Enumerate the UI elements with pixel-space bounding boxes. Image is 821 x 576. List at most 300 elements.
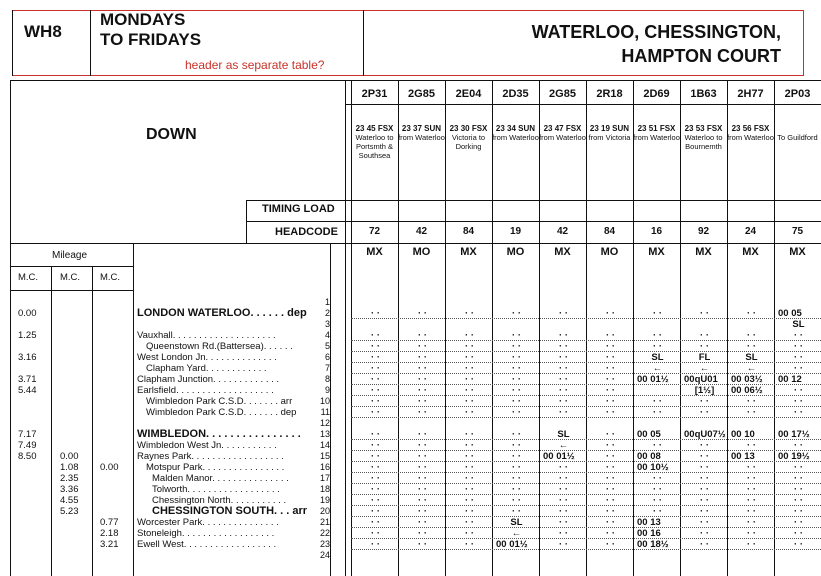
time-cell: · · bbox=[465, 462, 474, 473]
line-number: 10 bbox=[319, 396, 330, 406]
time-cell: SL bbox=[792, 319, 805, 330]
time-cell: 00 01½ bbox=[637, 374, 669, 385]
time-cell: · · bbox=[371, 495, 380, 506]
line-number: 1 bbox=[324, 297, 330, 307]
divider bbox=[774, 80, 775, 576]
time-cell: · · bbox=[606, 462, 615, 473]
service-description bbox=[492, 124, 539, 142]
service-description bbox=[539, 124, 586, 142]
time-cell: · · bbox=[559, 341, 568, 352]
time-cell: · · bbox=[794, 517, 803, 528]
rule bbox=[246, 221, 821, 222]
time-cell: · · bbox=[606, 440, 615, 451]
direction-label: DOWN bbox=[146, 126, 197, 143]
service-code: 2H77 bbox=[737, 88, 764, 100]
mileage-value: 8.50 bbox=[18, 451, 37, 462]
time-cell: · · bbox=[559, 385, 568, 396]
time-cell: · · bbox=[512, 374, 521, 385]
time-cell: · · bbox=[653, 484, 662, 495]
time-cell: · · bbox=[465, 517, 474, 528]
time-cell: · · bbox=[512, 429, 521, 440]
service-start-time: 23 45 FSX bbox=[355, 124, 394, 133]
time-cell: · · bbox=[653, 330, 662, 341]
station-name: Wimbledon Park C.S.D. . . . . . . dep bbox=[146, 407, 297, 418]
time-cell: · · bbox=[606, 506, 615, 517]
service-description bbox=[445, 124, 492, 151]
time-cell: · · bbox=[559, 517, 568, 528]
time-cell: · · bbox=[465, 330, 474, 341]
time-cell: 00 12 bbox=[778, 374, 802, 385]
service-code: 2D69 bbox=[643, 88, 670, 100]
time-cell: · · bbox=[700, 308, 709, 319]
time-cell: 00 01½ bbox=[496, 539, 528, 550]
time-cell: · · bbox=[371, 484, 380, 495]
time-cell: · · bbox=[371, 374, 380, 385]
mileage-value: 7.17 bbox=[18, 429, 37, 440]
time-cell: · · bbox=[559, 473, 568, 484]
service-description bbox=[774, 124, 821, 142]
time-cell: · · bbox=[559, 363, 568, 374]
headcode-value: 75 bbox=[791, 226, 804, 237]
time-cell: · · bbox=[559, 352, 568, 363]
mileage-value: 3.16 bbox=[18, 352, 37, 363]
time-cell: · · bbox=[700, 396, 709, 407]
station-name: Motspur Park. . . . . . . . . . . . . . . . bbox=[146, 462, 285, 473]
time-cell: · · bbox=[747, 462, 756, 473]
time-cell: · · bbox=[747, 539, 756, 550]
time-cell: · · bbox=[794, 506, 803, 517]
mileage-value: 3.36 bbox=[60, 484, 79, 495]
time-cell: · · bbox=[653, 308, 662, 319]
station-name: Vauxhall. . . . . . . . . . . . . . . . . . . . bbox=[137, 330, 276, 341]
row-dotted-rule bbox=[351, 318, 821, 319]
time-cell: · · bbox=[418, 396, 427, 407]
service-route: from Waterloo bbox=[398, 133, 445, 142]
time-cell: · · bbox=[465, 528, 474, 539]
service-route: Waterloo to Portsmth & Southsea bbox=[355, 133, 394, 160]
time-cell: · · bbox=[371, 330, 380, 341]
time-cell: · · bbox=[371, 539, 380, 550]
time-cell: ← bbox=[746, 363, 757, 374]
time-cell: · · bbox=[606, 352, 615, 363]
time-cell: · · bbox=[418, 341, 427, 352]
line-number: 7 bbox=[324, 363, 330, 373]
time-cell: · · bbox=[512, 352, 521, 363]
time-cell: · · bbox=[606, 385, 615, 396]
time-cell: · · bbox=[465, 539, 474, 550]
time-cell: · · bbox=[371, 462, 380, 473]
service-description bbox=[633, 124, 680, 142]
time-cell: · · bbox=[653, 440, 662, 451]
rule bbox=[345, 104, 821, 105]
time-cell: · · bbox=[418, 440, 427, 451]
time-cell: · · bbox=[606, 308, 615, 319]
time-cell: · · bbox=[465, 363, 474, 374]
time-cell: · · bbox=[700, 528, 709, 539]
time-cell: · · bbox=[794, 341, 803, 352]
mileage-value: 1.25 bbox=[18, 330, 37, 341]
divider bbox=[51, 266, 52, 576]
row-dotted-rule bbox=[351, 417, 821, 418]
time-cell: 00 13 bbox=[637, 517, 661, 528]
line-number: 14 bbox=[319, 440, 330, 450]
time-cell: · · bbox=[700, 539, 709, 550]
time-cell: · · bbox=[747, 407, 756, 418]
line-number: 17 bbox=[319, 473, 330, 483]
time-cell: · · bbox=[559, 539, 568, 550]
time-cell: · · bbox=[606, 396, 615, 407]
time-cell: 00 05 bbox=[637, 429, 661, 440]
time-cell: · · bbox=[371, 363, 380, 374]
divider bbox=[445, 80, 446, 576]
station-name: Stoneleigh. . . . . . . . . . . . . . . . . . bbox=[137, 528, 275, 539]
line-number: 5 bbox=[324, 341, 330, 351]
time-cell: · · bbox=[559, 407, 568, 418]
time-cell: · · bbox=[794, 407, 803, 418]
mileage-value: 0.00 bbox=[60, 451, 79, 462]
time-cell: · · bbox=[606, 495, 615, 506]
time-cell: · · bbox=[559, 330, 568, 341]
time-cell: · · bbox=[700, 484, 709, 495]
time-cell: · · bbox=[465, 495, 474, 506]
time-cell: · · bbox=[418, 495, 427, 506]
station-name: Chessington North. . . . . . . . . . . bbox=[152, 495, 287, 506]
time-cell: · · bbox=[653, 407, 662, 418]
time-cell: · · bbox=[418, 484, 427, 495]
time-cell: 00 05 bbox=[778, 308, 802, 319]
time-cell: SL bbox=[510, 517, 523, 528]
time-cell: · · bbox=[559, 396, 568, 407]
service-route: from Waterloo bbox=[539, 133, 586, 142]
service-start-time: 23 47 FSX bbox=[543, 124, 582, 133]
time-cell: · · bbox=[465, 451, 474, 462]
time-cell: · · bbox=[465, 506, 474, 517]
time-cell: ← bbox=[652, 363, 663, 374]
days-flag: MX bbox=[789, 246, 806, 258]
time-cell: · · bbox=[747, 484, 756, 495]
timing-load-label: TIMING LOAD bbox=[262, 203, 335, 215]
station-name: Wimbledon West Jn. . . . . . . . . . . bbox=[137, 440, 277, 451]
station-name: West London Jn. . . . . . . . . . . . . . bbox=[137, 352, 277, 363]
time-cell: · · bbox=[747, 341, 756, 352]
time-cell: [1½] bbox=[694, 385, 715, 396]
row-dotted-rule bbox=[351, 549, 821, 550]
time-cell: SL bbox=[557, 429, 570, 440]
time-cell: · · bbox=[794, 440, 803, 451]
time-cell: 00 10 bbox=[731, 429, 755, 440]
time-cell: · · bbox=[653, 506, 662, 517]
line-number: 24 bbox=[319, 550, 330, 560]
time-cell: · · bbox=[465, 484, 474, 495]
mileage-title: Mileage bbox=[52, 250, 88, 261]
time-cell: · · bbox=[559, 506, 568, 517]
service-code: 2E04 bbox=[455, 88, 482, 100]
time-cell: · · bbox=[747, 528, 756, 539]
time-cell: · · bbox=[371, 341, 380, 352]
line-number: 11 bbox=[320, 407, 330, 417]
time-cell: · · bbox=[512, 506, 521, 517]
station-name: Queenstown Rd.(Battersea). . . . . . bbox=[146, 341, 293, 352]
line-number: 22 bbox=[319, 528, 330, 538]
time-cell: · · bbox=[512, 396, 521, 407]
time-cell: 00 16 bbox=[637, 528, 661, 539]
time-cell: · · bbox=[700, 506, 709, 517]
time-cell: 00qU07½ bbox=[684, 429, 726, 440]
time-cell: · · bbox=[606, 539, 615, 550]
time-cell: · · bbox=[794, 528, 803, 539]
time-cell: · · bbox=[700, 473, 709, 484]
time-cell: · · bbox=[512, 440, 521, 451]
service-start-time: 23 34 SUN bbox=[495, 124, 536, 133]
mileage-value: 2.18 bbox=[100, 528, 119, 539]
time-cell: 00 19½ bbox=[778, 451, 810, 462]
time-cell: 00 10½ bbox=[637, 462, 669, 473]
station-name: Clapham Junction. . . . . . . . . . . . . bbox=[137, 374, 280, 385]
time-cell: · · bbox=[794, 484, 803, 495]
time-cell: · · bbox=[794, 352, 803, 363]
time-cell: ← bbox=[699, 363, 710, 374]
rule bbox=[246, 200, 821, 201]
time-cell: ← bbox=[558, 440, 569, 451]
time-cell: 00 17½ bbox=[778, 429, 810, 440]
headcode-value: 19 bbox=[509, 226, 522, 237]
time-cell: · · bbox=[747, 506, 756, 517]
time-cell: · · bbox=[606, 528, 615, 539]
headcode-value: 84 bbox=[603, 226, 616, 237]
time-cell: · · bbox=[371, 396, 380, 407]
headcode-value: 92 bbox=[697, 226, 710, 237]
line-number: 2 bbox=[324, 308, 330, 318]
mileage-col-2: M.C. bbox=[60, 272, 81, 283]
time-cell: · · bbox=[700, 330, 709, 341]
time-cell: · · bbox=[512, 385, 521, 396]
time-cell: · · bbox=[747, 495, 756, 506]
time-cell: · · bbox=[465, 341, 474, 352]
service-code: 2P31 bbox=[361, 88, 388, 100]
line-number: 20 bbox=[319, 506, 330, 516]
time-cell: · · bbox=[418, 539, 427, 550]
time-cell: · · bbox=[606, 517, 615, 528]
time-cell: · · bbox=[512, 473, 521, 484]
divider bbox=[363, 10, 364, 76]
time-cell: · · bbox=[559, 495, 568, 506]
time-cell: · · bbox=[794, 473, 803, 484]
divider bbox=[330, 243, 331, 576]
mileage-value: 0.00 bbox=[18, 308, 37, 319]
station-name: CHESSINGTON SOUTH. . . arr bbox=[152, 505, 308, 517]
time-cell: · · bbox=[371, 528, 380, 539]
headcode-label: HEADCODE bbox=[275, 226, 338, 238]
service-description bbox=[398, 124, 445, 142]
mileage-value: 3.21 bbox=[100, 539, 119, 550]
line-number: 23 bbox=[319, 539, 330, 549]
service-code: 2P03 bbox=[784, 88, 811, 100]
mileage-value: 3.71 bbox=[18, 374, 37, 385]
time-cell: · · bbox=[606, 484, 615, 495]
route-line2: HAMPTON COURT bbox=[621, 46, 781, 66]
time-cell: · · bbox=[465, 407, 474, 418]
time-cell: · · bbox=[794, 539, 803, 550]
days-flag: MX bbox=[460, 246, 477, 258]
time-cell: 00qU01 bbox=[684, 374, 718, 385]
time-cell: · · bbox=[512, 341, 521, 352]
time-cell: ← bbox=[511, 528, 522, 539]
service-description bbox=[586, 124, 633, 142]
time-cell: · · bbox=[371, 385, 380, 396]
time-cell: FL bbox=[698, 352, 711, 363]
time-cell: · · bbox=[794, 385, 803, 396]
time-cell: · · bbox=[418, 374, 427, 385]
time-cell: · · bbox=[559, 528, 568, 539]
time-cell: · · bbox=[559, 484, 568, 495]
time-cell: · · bbox=[700, 451, 709, 462]
time-cell: · · bbox=[418, 517, 427, 528]
divider bbox=[398, 80, 399, 576]
time-cell: · · bbox=[747, 517, 756, 528]
station-name: Raynes Park. . . . . . . . . . . . . . . . . . bbox=[137, 451, 284, 462]
time-cell: · · bbox=[418, 462, 427, 473]
time-cell: · · bbox=[653, 495, 662, 506]
time-cell: · · bbox=[700, 440, 709, 451]
time-cell: · · bbox=[794, 495, 803, 506]
station-name: Earlsfield. . . . . . . . . . . . . . . . . . . bbox=[137, 385, 274, 396]
time-cell: 00 18½ bbox=[637, 539, 669, 550]
headcode-value: 42 bbox=[415, 226, 428, 237]
time-cell: · · bbox=[371, 308, 380, 319]
headcode-value: 24 bbox=[744, 226, 757, 237]
days-flag: MX bbox=[366, 246, 383, 258]
days-line1: MONDAYS bbox=[100, 10, 186, 29]
time-cell: · · bbox=[606, 451, 615, 462]
mileage-value: 5.23 bbox=[60, 506, 79, 517]
time-cell: · · bbox=[418, 352, 427, 363]
service-code: 2G85 bbox=[408, 88, 435, 100]
divider bbox=[586, 80, 587, 576]
mileage-value: 2.35 bbox=[60, 473, 79, 484]
time-cell: · · bbox=[747, 330, 756, 341]
mileage-value: 0.00 bbox=[100, 462, 119, 473]
time-cell: · · bbox=[747, 473, 756, 484]
time-cell: · · bbox=[465, 352, 474, 363]
time-cell: · · bbox=[747, 440, 756, 451]
service-route: from Waterloo bbox=[492, 133, 539, 142]
service-start-time: 23 51 FSX bbox=[637, 124, 676, 133]
station-name: Worcester Park. . . . . . . . . . . . . . . bbox=[137, 517, 279, 528]
mileage-value: 1.08 bbox=[60, 462, 79, 473]
line-number: 13 bbox=[319, 429, 330, 439]
time-cell: · · bbox=[606, 341, 615, 352]
divider bbox=[246, 200, 247, 243]
days-flag: MO bbox=[506, 246, 525, 258]
rule bbox=[10, 290, 133, 291]
divider bbox=[727, 80, 728, 576]
divider bbox=[92, 266, 93, 576]
days-flag: MX bbox=[648, 246, 665, 258]
time-cell: · · bbox=[465, 429, 474, 440]
headcode-value: 72 bbox=[368, 226, 381, 237]
line-number: 4 bbox=[324, 330, 330, 340]
time-cell: · · bbox=[700, 407, 709, 418]
time-cell: · · bbox=[747, 396, 756, 407]
station-name: Tolworth. . . . . . . . . . . . . . . . . . bbox=[152, 484, 280, 495]
headcode-value: 84 bbox=[462, 226, 475, 237]
time-cell: · · bbox=[418, 363, 427, 374]
service-start-time: 23 19 SUN bbox=[589, 124, 630, 133]
time-cell: · · bbox=[559, 374, 568, 385]
time-cell: · · bbox=[512, 363, 521, 374]
time-cell: · · bbox=[606, 473, 615, 484]
time-cell: 00 08 bbox=[637, 451, 661, 462]
time-cell: · · bbox=[700, 517, 709, 528]
time-cell: · · bbox=[465, 374, 474, 385]
time-cell: · · bbox=[418, 506, 427, 517]
time-cell: · · bbox=[512, 308, 521, 319]
days-flag: MO bbox=[600, 246, 619, 258]
mileage-value: 0.77 bbox=[100, 517, 119, 528]
divider bbox=[492, 80, 493, 576]
service-route: Waterloo to Bournemth bbox=[684, 133, 723, 151]
divider bbox=[539, 80, 540, 576]
station-name: Malden Manor. . . . . . . . . . . . . . . bbox=[152, 473, 289, 484]
days-flag: MX bbox=[742, 246, 759, 258]
mileage-value: 5.44 bbox=[18, 385, 37, 396]
time-cell: · · bbox=[465, 440, 474, 451]
time-cell: · · bbox=[700, 495, 709, 506]
service-description bbox=[680, 124, 727, 151]
service-code: 2G85 bbox=[549, 88, 576, 100]
rule bbox=[10, 266, 133, 267]
time-cell: · · bbox=[371, 506, 380, 517]
time-cell: · · bbox=[512, 451, 521, 462]
time-cell: SL bbox=[745, 352, 758, 363]
time-cell: · · bbox=[418, 528, 427, 539]
time-cell: 00 06½ bbox=[731, 385, 763, 396]
line-number: 9 bbox=[324, 385, 330, 395]
headcode-value: 42 bbox=[556, 226, 569, 237]
time-cell: · · bbox=[371, 473, 380, 484]
service-description bbox=[727, 124, 774, 142]
divider bbox=[133, 243, 134, 576]
line-number: 18 bbox=[319, 484, 330, 494]
service-start-time: 23 37 SUN bbox=[401, 124, 442, 133]
mileage-value: 4.55 bbox=[60, 495, 79, 506]
time-cell: · · bbox=[465, 308, 474, 319]
station-name: WIMBLEDON. . . . . . . . . . . . . . . . bbox=[137, 428, 301, 440]
time-cell: · · bbox=[465, 473, 474, 484]
station-name: LONDON WATERLOO. . . . . . dep bbox=[137, 307, 307, 319]
time-cell: · · bbox=[700, 341, 709, 352]
service-code: 2D35 bbox=[502, 88, 529, 100]
time-cell: · · bbox=[371, 352, 380, 363]
time-cell: · · bbox=[371, 451, 380, 462]
service-code: 1B63 bbox=[690, 88, 717, 100]
route-line1: WATERLOO, CHESSINGTON, bbox=[531, 22, 781, 42]
line-number: 21 bbox=[319, 517, 330, 527]
time-cell: · · bbox=[418, 308, 427, 319]
service-route: To Guildford bbox=[777, 133, 818, 142]
rule bbox=[10, 80, 821, 81]
time-cell: · · bbox=[606, 429, 615, 440]
time-cell: 00 13 bbox=[731, 451, 755, 462]
rule bbox=[10, 243, 821, 244]
service-route: from Victoria bbox=[588, 133, 631, 142]
time-cell: · · bbox=[606, 374, 615, 385]
time-cell: · · bbox=[606, 407, 615, 418]
time-cell: · · bbox=[512, 495, 521, 506]
time-cell: · · bbox=[371, 517, 380, 528]
time-cell: · · bbox=[559, 462, 568, 473]
days-flag: MO bbox=[412, 246, 431, 258]
